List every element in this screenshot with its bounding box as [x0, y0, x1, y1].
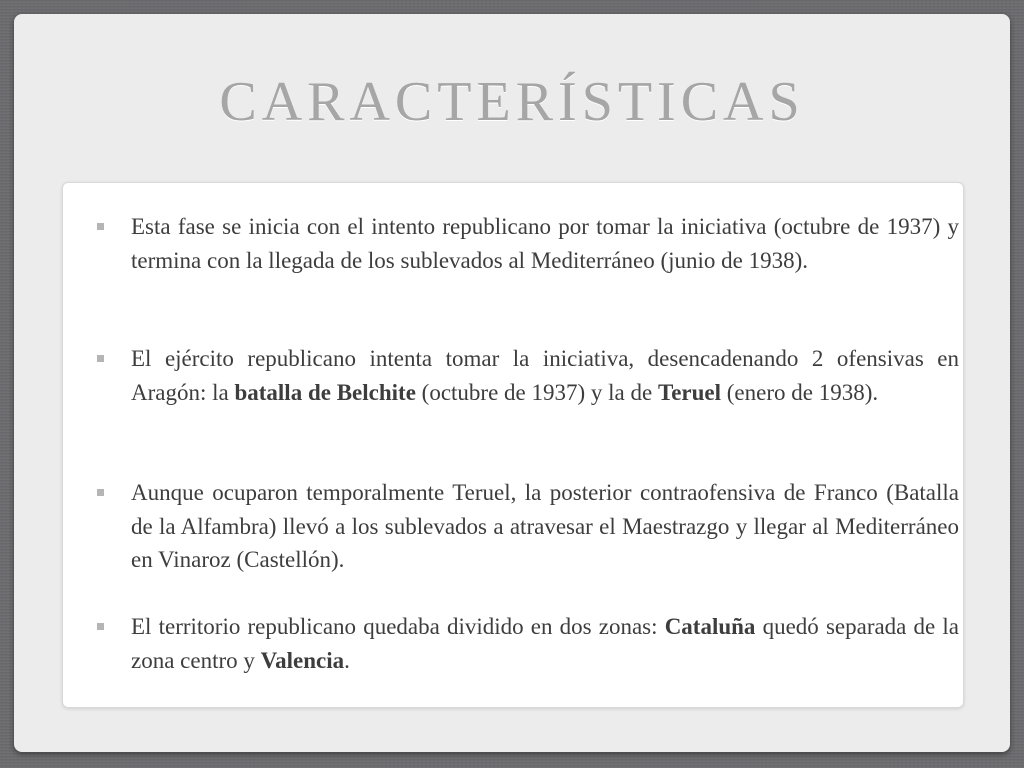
slide-title: CARACTERÍSTICAS — [219, 71, 805, 133]
bullet-item-3 — [95, 476, 959, 577]
bullet-text: (octubre de 1937) y la de — [415, 379, 658, 405]
bullet-bold-text: Valencia — [260, 647, 345, 673]
bullet-bold-text: Teruel — [657, 379, 722, 405]
square-bullet-icon — [97, 623, 104, 630]
bullet-text: (enero de 1938). — [721, 379, 879, 405]
slide — [14, 14, 1010, 752]
bullet-bold-text: batalla de Belchite — [234, 379, 416, 405]
content-box — [62, 182, 964, 708]
bullet-text: quedó separada de la zona centro y — [131, 614, 960, 673]
bullet-item-2 — [95, 342, 959, 409]
square-bullet-icon — [97, 223, 104, 230]
bullet-bold-text: Cataluña — [664, 614, 756, 639]
bullet-text: El ejército republicano intenta tomar la iniciativa, desencadenando 2 ofensivas en Aragón: la — [131, 346, 959, 405]
square-bullet-icon — [97, 489, 104, 496]
bullet-text: Esta fase se inicia con el intento republicano por tomar la iniciativa (octubre de 1937) y termina con la llegada de los sublevados al Mediterráneo (junio de 1938). — [131, 214, 959, 273]
square-bullet-icon — [97, 355, 104, 362]
bullet-text: El territorio republicano quedaba dividido en dos zonas: — [131, 614, 665, 639]
bullet-text: Aunque ocuparon temporalmente Teruel, la posterior contraofensiva de Franco (Batalla de la Alfambra) llevó a los sublevados a atravesar el Maestrazgo y llegar al Mediterráneo en Vinaroz (Castellón). — [131, 480, 959, 572]
bullet-item-1 — [95, 210, 959, 277]
bullet-text: . — [344, 647, 350, 673]
bullet-item-4 — [95, 610, 959, 677]
